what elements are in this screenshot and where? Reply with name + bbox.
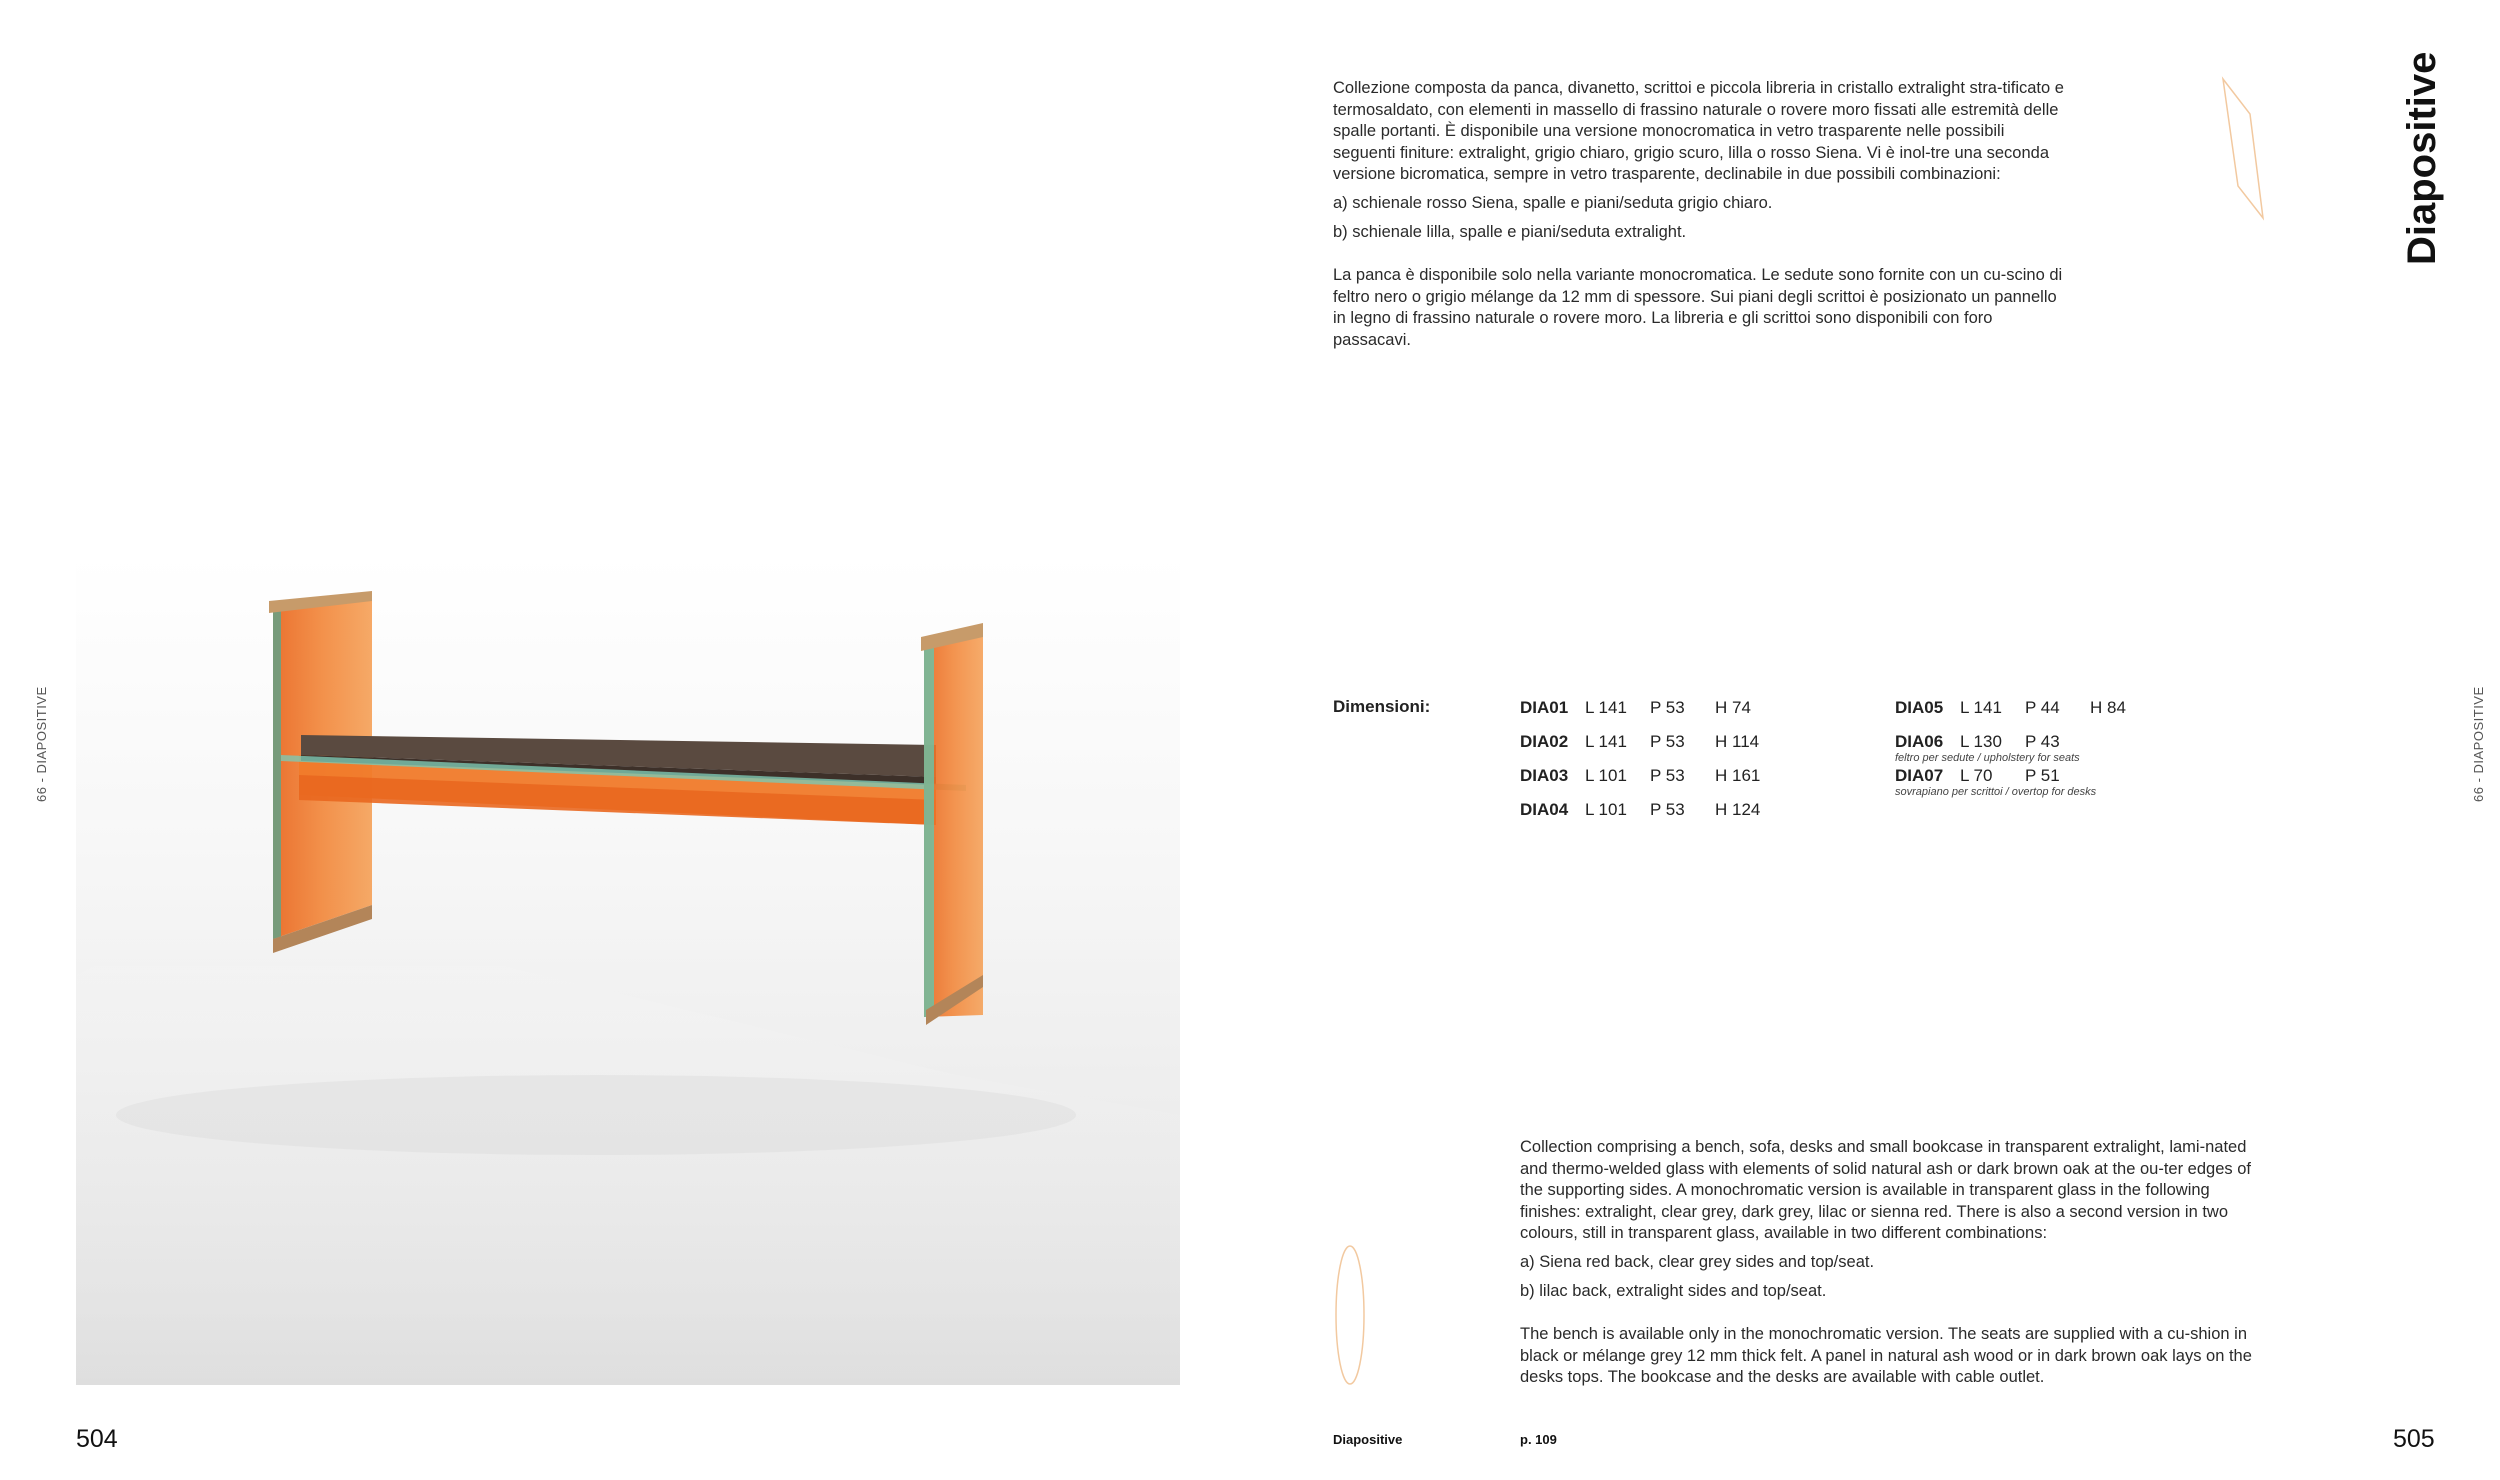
decorative-outline-bottom [1330,1244,1370,1386]
dimension-entry [1895,732,2126,766]
english-paragraph-1: Collection comprising a bench, sofa, desks and small bookcase in transparent extralight, lami-nated and thermo-welded glass with elements of solid natural ash or dark brown oak at the ou-ter edges of the supporting sides. A monochromatic version is available in transparent glass in the following finishes: extralight, clear grey, dark grey, lilac or sienna red. There is also a second version in two colours, still in transparent glass, available in two different combinations: [1520,1138,2251,1243]
dimension-note: feltro per sedute / upholstery for seats [1895,752,2080,764]
english-option-b: b) lilac back, extralight sides and top/seat. [1520,1281,1827,1300]
dimension-row: DIA03 L 101 P 53 H 161 [1520,766,1761,785]
dimension-row: DIA05 L 141 P 44 H 84 [1895,698,2126,717]
english-description [1520,1137,2252,1389]
dimension-row: DIA01 L 141 P 53 H 74 [1520,698,1751,717]
left-side-label: 66 - DIAPOSITIVE [34,686,49,802]
italian-paragraph-1: Collezione composta da panca, divanetto, scrittoi e piccola libreria in cristallo extralight stra-tificato e termosaldato, con elementi in massello di frassino naturale o rovere moro fissati alle estremità delle spalle portanti. È disponibile una versione monocromatica in vetro trasparente nelle possibili seguenti finiture: extralight, grigio chiaro, grigio scuro, lilla o rosso Siena. Vi è inol-tre una seconda versione bicromatica, sempre in vetro trasparente, declinabile in due possibili combinazioni: [1333,79,2064,184]
dimension-entry [1895,766,2126,800]
italian-description [1333,78,2065,352]
dimension-note: sovrapiano per scrittoi / overtop for desks [1895,786,2097,798]
right-page-number: 505 [2393,1425,2435,1453]
english-option-a: a) Siena red back, clear grey sides and top/seat. [1520,1252,1875,1271]
footer-page-reference: p. 109 [1520,1432,1557,1447]
left-page-number: 504 [76,1425,118,1453]
italian-option-b: b) schienale lilla, spalle e piani/seduta extralight. [1333,222,1687,241]
english-paragraph-2: The bench is available only in the monochromatic version. The seats are supplied with a cu-shion in black or mélange grey 12 mm thick felt. A panel in natural ash wood or in dark brown oak lays on the desks tops. The bookcase and the desks are available with cable outlet. [1520,1325,2252,1387]
dimension-entry [1895,698,2126,732]
dimension-row: DIA02 L 141 P 53 H 114 [1520,732,1760,751]
right-side-label: 66 - DIAPOSITIVE [2471,686,2486,802]
dimension-row: DIA06 L 130 P 43 [1895,732,2060,751]
italian-paragraph-2: La panca è disponibile solo nella variante monocromatica. Le sedute sono fornite con un cu-scino di feltro nero o grigio mélange da 12 mm di spessore. Sui piani degli scrittoi è posizionato un pannello in legno di frassino naturale o rovere moro. La libreria e gli scrittoi sono disponibili con foro passacavi. [1333,266,2063,349]
bench-illustration [76,555,1180,1385]
dimensions-label: Dimensioni: [1333,697,1431,716]
dimension-row: DIA07 L 70 P 51 [1895,766,2060,785]
collection-title: Diapositive [2400,51,2444,265]
dimensions-right-column [1895,698,2126,800]
dimension-row: DIA04 L 101 P 53 H 124 [1520,800,1761,819]
decorative-outline-top [2220,76,2266,222]
dimensions-left-column [1520,698,1760,834]
italian-option-a: a) schienale rosso Siena, spalle e piani/seduta grigio chiaro. [1333,193,1773,212]
product-photo [76,555,1180,1385]
footer-product-name: Diapositive [1333,1432,1403,1447]
